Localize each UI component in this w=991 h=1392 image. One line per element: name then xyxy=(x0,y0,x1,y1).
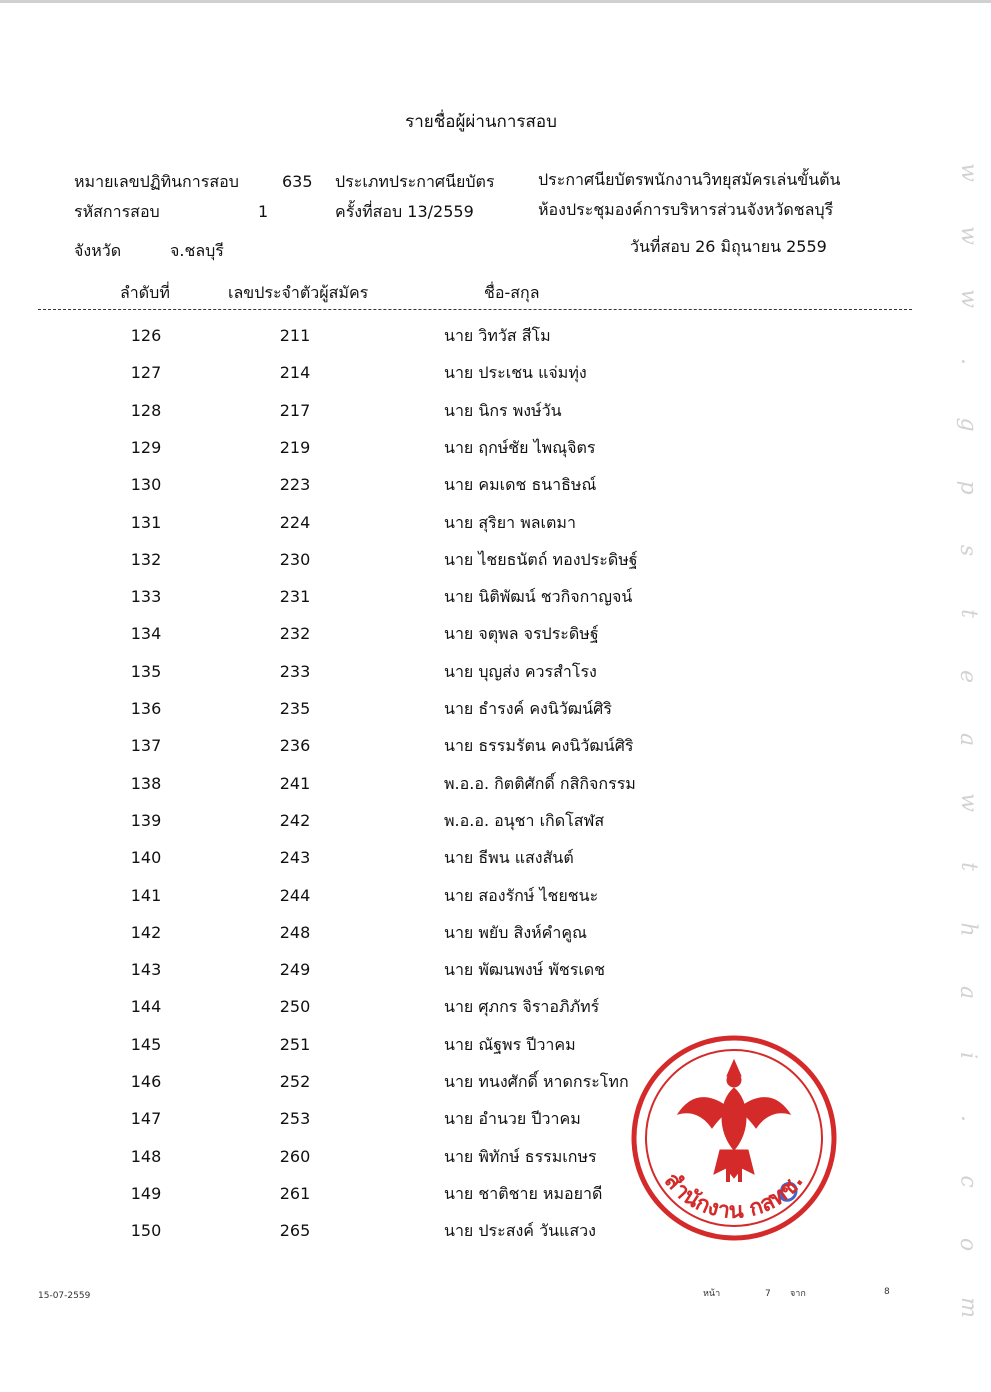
row-applicant-id: 243 xyxy=(279,848,311,868)
row-name: นาย บุญส่ง ควรสำโรง xyxy=(444,661,597,681)
row-seq: 131 xyxy=(130,512,162,532)
watermark-letter: m xyxy=(955,1296,981,1318)
row-seq: 137 xyxy=(130,736,162,756)
row-name: นาย สุริยา พลเตมา xyxy=(444,512,576,532)
row-applicant-id: 241 xyxy=(279,773,311,793)
watermark-letter: a xyxy=(955,985,981,999)
table-row xyxy=(0,474,900,498)
document-title: รายชื่อผู้ผ่านการสอบ xyxy=(405,112,557,132)
row-seq: 142 xyxy=(130,922,162,942)
table-row xyxy=(0,773,900,797)
table-row xyxy=(0,996,900,1020)
total-pages: 8 xyxy=(884,1287,890,1297)
page-label: หน้า xyxy=(703,1289,721,1299)
watermark-letter: w xyxy=(955,226,981,245)
table-row xyxy=(0,400,900,424)
row-seq: 145 xyxy=(130,1034,162,1054)
row-applicant-id: 233 xyxy=(279,661,311,681)
row-seq: 127 xyxy=(130,363,162,383)
row-seq: 148 xyxy=(130,1146,162,1166)
watermark-letter: . xyxy=(955,358,981,366)
row-name: นาย ไชยธนัตถ์ ทองประดิษฐ์ xyxy=(444,549,638,569)
exam-schedule-value: 635 xyxy=(282,172,313,191)
watermark-letter: a xyxy=(955,733,981,747)
row-seq: 128 xyxy=(130,400,162,420)
certificate-type-label: ประเภทประกาศนียบัตร xyxy=(335,172,495,191)
row-name: นาย ทนงศักดิ์ หาดกระโทก xyxy=(444,1072,629,1091)
exam-schedule-label: หมายเลขปฏิทินการสอบ xyxy=(74,172,239,191)
row-applicant-id: 236 xyxy=(279,736,311,756)
row-name: นาย คมเดช ธนาธิษณ์ xyxy=(444,475,597,495)
watermark-letter: w xyxy=(955,289,981,309)
table-row xyxy=(0,437,900,461)
table-row xyxy=(0,735,900,759)
row-applicant-id: 224 xyxy=(279,512,311,532)
row-applicant-id: 219 xyxy=(279,437,311,457)
column-header-applicant-id: เลขประจำตัวผู้สมัคร xyxy=(228,283,369,302)
print-date: 15-07-2559 xyxy=(38,1291,91,1301)
row-seq: 130 xyxy=(130,475,162,495)
row-applicant-id: 214 xyxy=(279,363,311,383)
watermark-letter: s xyxy=(955,545,981,557)
office-seal xyxy=(628,1032,840,1244)
row-name: นาย ศุภกร จิราอภิภัทร์ xyxy=(444,997,600,1017)
row-name: นาย พัฒนพงษ์ พัชรเดช xyxy=(444,960,606,980)
row-seq: 135 xyxy=(130,661,162,681)
column-header-name: ชื่อ-สกุล xyxy=(484,283,540,302)
row-applicant-id: 217 xyxy=(279,400,311,420)
row-name: พ.อ.อ. อนุชา เกิดโสฬส xyxy=(444,810,605,830)
table-row xyxy=(0,698,900,722)
row-applicant-id: 248 xyxy=(279,922,311,942)
row-name: นาย ธำรงค์ คงนิวัฒน์ศิริ xyxy=(444,699,612,718)
row-applicant-id: 251 xyxy=(279,1034,311,1054)
row-seq: 134 xyxy=(130,624,162,644)
of-label: จาก xyxy=(790,1289,806,1299)
table-row xyxy=(0,661,900,685)
row-name: นาย จตุพล จรประดิษฐ์ xyxy=(444,624,599,644)
row-applicant-id: 235 xyxy=(279,699,311,718)
watermark-letter: i xyxy=(955,1051,981,1059)
row-seq: 143 xyxy=(130,960,162,980)
row-seq: 144 xyxy=(130,997,162,1017)
seal-text: สำนักงาน กสทช. xyxy=(659,1168,809,1224)
row-seq: 138 xyxy=(130,773,162,793)
row-seq: 139 xyxy=(130,810,162,830)
exam-venue: ห้องประชุมองค์การบริหารส่วนจังหวัดชลบุรี xyxy=(538,200,834,219)
row-name: นาย พยับ สิงห์คำคูณ xyxy=(444,922,587,942)
row-applicant-id: 265 xyxy=(279,1221,311,1241)
row-seq: 146 xyxy=(130,1072,162,1091)
watermark-letter: p xyxy=(955,480,981,495)
row-name: นาย วิทวัส สีโม xyxy=(444,326,551,345)
row-applicant-id: 249 xyxy=(279,960,311,980)
certificate-name: ประกาศนียบัตรพนักงานวิทยุสมัครเล่นขั้นต้น xyxy=(538,170,841,189)
table-row xyxy=(0,959,900,983)
table-row xyxy=(0,325,900,349)
row-applicant-id: 223 xyxy=(279,475,311,495)
row-applicant-id: 250 xyxy=(279,997,311,1017)
exam-session: ครั้งที่สอบ 13/2559 xyxy=(335,202,474,221)
exam-code-value: 1 xyxy=(258,202,269,221)
row-seq: 129 xyxy=(130,437,162,457)
column-header-seq: ลำดับที่ xyxy=(120,283,170,302)
watermark-letter: w xyxy=(955,793,981,813)
table-row xyxy=(0,922,900,946)
row-seq: 140 xyxy=(130,848,162,868)
table-row xyxy=(0,549,900,573)
row-name: นาย อำนวย ปีวาคม xyxy=(444,1109,581,1129)
row-name: นาย ประสงค์ วันแสวง xyxy=(444,1221,596,1241)
page-number: 7 xyxy=(765,1289,771,1299)
row-applicant-id: 244 xyxy=(279,885,311,905)
row-applicant-id: 261 xyxy=(279,1183,311,1203)
row-name: นาย ฤกษ์ชัย ไพณุจิตร xyxy=(444,437,596,457)
table-row xyxy=(0,586,900,610)
row-seq: 149 xyxy=(130,1183,162,1203)
watermark-letter: . xyxy=(955,1114,981,1122)
table-row xyxy=(0,847,900,871)
row-applicant-id: 231 xyxy=(279,587,311,607)
row-name: นาย ชาติชาย หมอยาดี xyxy=(444,1183,603,1203)
watermark-letter: o xyxy=(955,1237,981,1251)
row-applicant-id: 253 xyxy=(279,1109,311,1129)
watermark-letter: t xyxy=(955,861,981,871)
row-seq: 141 xyxy=(130,885,162,905)
watermark-letter: h xyxy=(955,921,981,937)
row-applicant-id: 230 xyxy=(279,549,311,569)
scan-top-edge xyxy=(0,0,991,3)
row-seq: 150 xyxy=(130,1221,162,1241)
row-seq: 126 xyxy=(130,326,162,345)
watermark-letter: c xyxy=(955,1175,981,1188)
row-name: พ.อ.อ. กิตติศักดิ์ กสิกิจกรรม xyxy=(444,773,636,793)
row-name: นาย ประเชน แจ่มทุ่ง xyxy=(444,363,587,383)
row-name: นาย นิติพัฒน์ ชวกิจกาญจน์ xyxy=(444,587,633,607)
header-divider xyxy=(38,309,912,310)
province-label: จังหวัด xyxy=(74,241,122,260)
row-applicant-id: 260 xyxy=(279,1146,311,1166)
province-value: จ.ชลบุรี xyxy=(170,241,224,260)
watermark-letter: g xyxy=(955,417,981,432)
table-row xyxy=(0,623,900,647)
table-row xyxy=(0,512,900,536)
row-name: นาย พิทักษ์ ธรรมเกษร xyxy=(444,1146,597,1166)
row-seq: 133 xyxy=(130,587,162,607)
row-applicant-id: 232 xyxy=(279,624,311,644)
exam-date: วันที่สอบ 26 มิถุนายน 2559 xyxy=(630,237,827,256)
row-name: นาย ธีพน แสงสันต์ xyxy=(444,848,574,868)
row-applicant-id: 252 xyxy=(279,1072,311,1091)
row-name: นาย ณัฐพร ปีวาคม xyxy=(444,1034,576,1054)
row-name: นาย นิกร พงษ์วัน xyxy=(444,400,562,420)
table-row xyxy=(0,362,900,386)
table-row xyxy=(0,885,900,909)
row-seq: 132 xyxy=(130,549,162,569)
garuda-emblem-icon xyxy=(678,1060,790,1182)
watermark xyxy=(950,160,986,1320)
row-name: นาย ธรรมรัตน คงนิวัฒน์ศิริ xyxy=(444,736,634,756)
row-name: นาย สองรักษ์ ไชยชนะ xyxy=(444,885,599,905)
exam-code-label: รหัสการสอบ xyxy=(74,202,160,221)
watermark-letter: w xyxy=(955,163,981,182)
row-seq: 136 xyxy=(130,699,162,718)
row-applicant-id: 211 xyxy=(279,326,311,345)
watermark-letter: t xyxy=(955,609,981,619)
watermark-letter: e xyxy=(955,670,981,684)
row-applicant-id: 242 xyxy=(279,810,311,830)
row-seq: 147 xyxy=(130,1109,162,1129)
table-row xyxy=(0,810,900,834)
